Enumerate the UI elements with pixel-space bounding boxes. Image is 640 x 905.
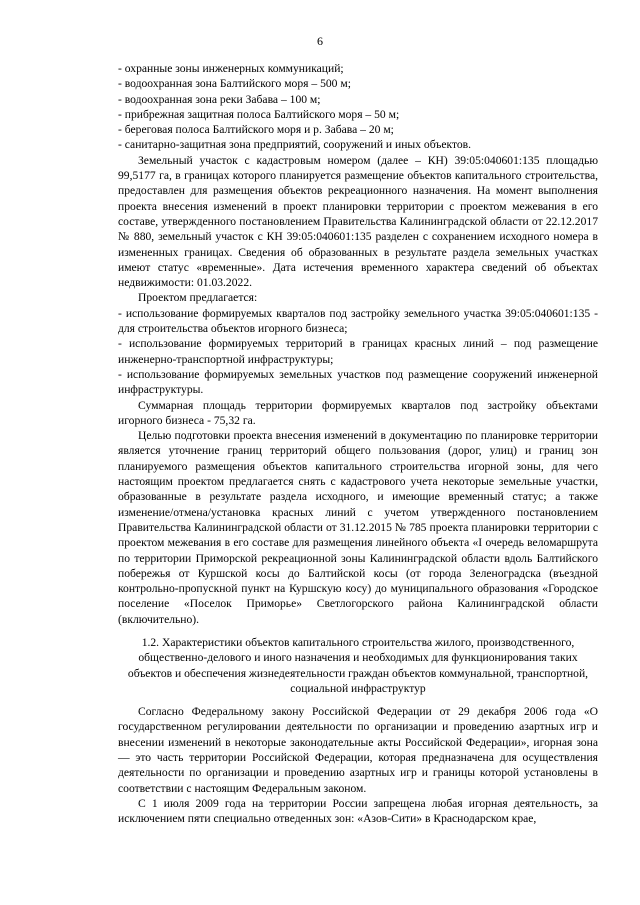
list-item: - санитарно-защитная зона предприятий, сооружений и иных объектов. — [118, 138, 472, 152]
zones-list — [118, 61, 598, 153]
paragraph-total-area: Суммарная площадь территории формируемых кварталов под застройку объектами игорного бизнеса - 75,32 га. — [118, 398, 598, 427]
list-item: - использование формируемых земельных участков под размещение сооружений инженерной инфраструктуры. — [118, 367, 598, 397]
list-item: - использование формируемых кварталов под застройку земельного участка 39:05:040601:135 - для строительства объектов игорного бизнеса; — [118, 306, 598, 336]
proposals-list — [118, 306, 598, 398]
list-item: - водоохранная зона Балтийского моря – 500 м; — [118, 77, 351, 91]
paragraph-proposed-intro: Проектом предлагается: — [138, 291, 258, 305]
list-item: - использование формируемых территорий в границах красных линий – под размещение инженерно-транспортной инфраструктуры; — [118, 337, 598, 366]
paragraph-land-plot: Земельный участок с кадастровым номером (далее – КН) 39:05:040601:135 площадью 99,5177 га, в границах которого планируется размещение объектов капитального строительства, предоставлен для размещения объектов рекреационного назначения. На момент выполнения проекта внесения изменений в проект планировки территории с проектом межевания в его составе, утвержденного постановлением Правительства Калининградской области от 22.12.2017 № 880, земельный участок с КН 39:05:040601:135 разделен с сохранением исходного номера в измененных границах. Сведения об образованных в результате раздела земельных участках имеют статус «временные». Дата истечения временного характера сведений об объектах недвижимости: 01.03.2022. — [118, 153, 598, 290]
paragraph-federal-law: Согласно Федеральному закону Российской Федерации от 29 декабря 2006 года «О государственном регулировании деятельности по организации и проведению азартных игр и внесении изменений в некоторые законодательные акты Российской Федерации», игорная зона — это часть территории Российской Федерации, которая предназначена для осуществления деятельности по организации и проведению азартных игр и границы которой установлены в соответствии с настоящим Федеральным законом. — [118, 705, 598, 795]
paragraph-goal: Целью подготовки проекта внесения изменений в документацию по планировке территории является уточнение границ территорий общего пользования (дорог, улиц) и границ зон планируемого размещения объектов капитального строительства игорной зоны, для чего настоящим проектом предлагается снять с кадастрового учета некоторые земельные участки, образованные в результате раздела исходного, и имеющие временный статус; а также изменение/отмена/установка красных линий с учетом утвержденного постановлением Правительства Калининградской области от 31.12.2015 № 785 проекта планировки территории с проектом межевания в его составе для размещения линейного объекта «I очередь веломаршрута по территории Приморской рекреационной зоны Калининградской области вдоль Балтийского побережья от Куршской косы до Балтийской косы (от города Зеленоградска (въездной контрольно-пропускной пункт на Куршскую косу) до муниципального образования «Городское поселение «Поселок Приморье» Светлогорского района Калининградской области (включительно). — [118, 429, 598, 626]
list-item: - береговая полоса Балтийского моря и р. Забава – 20 м; — [118, 123, 394, 137]
paragraph-2009: С 1 июля 2009 года на территории России запрещена любая игорная деятельность, за исключением пяти специально отведенных зон: «Азов-Сити» в Краснодарском крае, — [118, 796, 598, 826]
page-content — [118, 61, 598, 827]
page-number: 6 — [317, 34, 323, 48]
section-heading: 1.2. Характеристики объектов капитального строительства жилого, производственного, общественно-делового и иного назначения и необходимых для функционирования таких объектов и обеспечения жизнедеятельности граждан объектов коммунальной, транспортной, социальной инфраструктур — [127, 635, 589, 695]
list-item: - прибрежная защитная полоса Балтийского моря – 50 м; — [118, 107, 400, 121]
list-item: - охранные зоны инженерных коммуникаций; — [118, 62, 344, 75]
list-item: - водоохранная зона реки Забава – 100 м; — [118, 92, 321, 106]
